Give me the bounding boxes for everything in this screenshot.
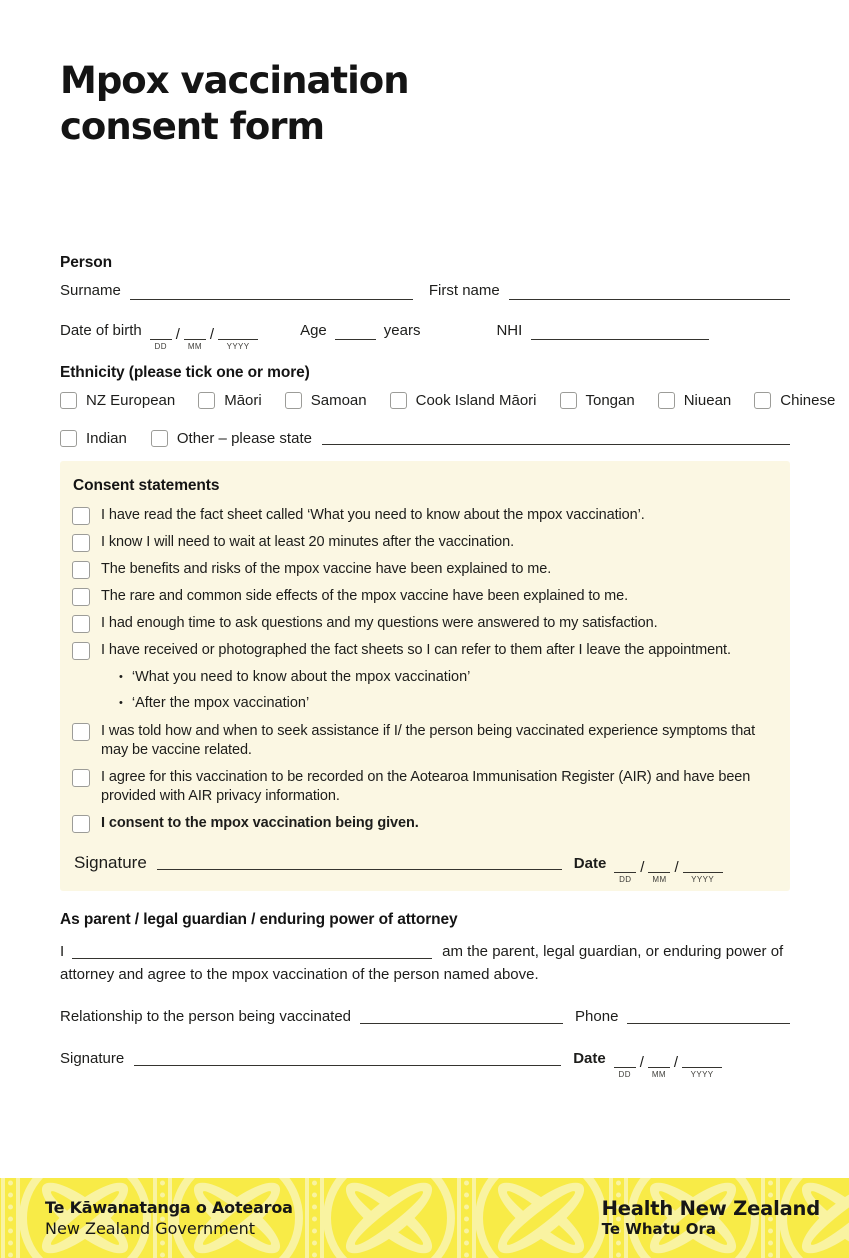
consent-statement-row: [72, 533, 774, 552]
mm-label: MM: [651, 1070, 666, 1079]
govt-logo-line2: New Zealand Government: [45, 1219, 256, 1238]
guardian-date-day-line[interactable]: [614, 1056, 636, 1079]
ethnicity-label: Indian: [86, 430, 127, 447]
checkbox-indian[interactable]: [60, 430, 77, 447]
consent-statements-box: [60, 461, 790, 891]
consent-sub-bullet-text: ‘What you need to know about the mpox vaccination’: [131, 669, 471, 685]
consent-section-heading: Consent statements: [73, 477, 220, 494]
dob-year-line[interactable]: [218, 328, 258, 351]
consent-signature-field-line[interactable]: [157, 856, 562, 870]
guardian-statement-part1: am the parent, legal guardian, or enduring power of: [442, 943, 784, 960]
ethnicity-option-nz-european: [60, 392, 175, 409]
date-slash: /: [209, 326, 215, 343]
footer-banner: [0, 1178, 849, 1258]
consent-checkbox-8[interactable]: [72, 769, 90, 787]
consent-sub-bullet: [119, 668, 774, 687]
page-title-line1: Mpox vaccination: [60, 59, 409, 102]
ethnicity-option-chinese: [754, 392, 835, 409]
consent-statement-row: [72, 614, 774, 633]
guardian-name-field-line[interactable]: [72, 945, 432, 959]
guardian-date-month-line[interactable]: [648, 1056, 670, 1079]
nz-government-logo: [45, 1197, 293, 1239]
checkbox-maori[interactable]: [198, 392, 215, 409]
checkbox-samoan[interactable]: [285, 392, 302, 409]
consent-statement-text: The rare and common side effects of the mpox vaccine have been explained to me.: [101, 588, 629, 604]
ethnicity-option-indian: [60, 430, 127, 447]
checkbox-nz-european[interactable]: [60, 392, 77, 409]
yyyy-label: YYYY: [691, 875, 715, 884]
consent-checkbox-6[interactable]: [72, 642, 90, 660]
ethnicity-label: Cook Island Māori: [415, 392, 537, 409]
date-slash: /: [673, 1054, 679, 1071]
dob-month-line[interactable]: [184, 328, 206, 351]
footer-text-overlay: [0, 1178, 849, 1258]
dob-day-line[interactable]: [150, 328, 172, 351]
ethnicity-option-other: [151, 430, 312, 447]
age-field-line[interactable]: [335, 326, 376, 340]
date-label: Date: [573, 855, 607, 872]
guardian-date-label: Date: [573, 1050, 606, 1067]
date-slash: /: [175, 326, 180, 343]
ethnicity-option-maori: [198, 392, 262, 409]
nhi-label: NHI: [496, 322, 523, 339]
health-nz-logo: [602, 1197, 820, 1239]
age-years-suffix: years: [383, 322, 421, 339]
consent-statement-text: I have read the fact sheet called ‘What you need to know about the mpox vaccination’.: [101, 507, 645, 523]
consent-statement-text: I was told how and when to seek assistance if I/ the person being vaccinated experience symptoms that may be vaccine related.: [101, 723, 756, 758]
other-ethnicity-field-line[interactable]: [322, 431, 790, 445]
checkbox-niuean[interactable]: [658, 392, 675, 409]
bullet-icon: •: [119, 697, 123, 709]
mm-label: MM: [652, 875, 667, 884]
ethnicity-option-cook-island-maori: [390, 392, 537, 409]
guardian-signature-field-line[interactable]: [134, 1052, 561, 1066]
ethnicity-options-row2: [60, 430, 790, 447]
phone-label: Phone: [575, 1008, 619, 1025]
date-slash: /: [640, 859, 645, 876]
checkbox-tongan[interactable]: [560, 392, 577, 409]
checkbox-other[interactable]: [151, 430, 168, 447]
dob-row: [60, 322, 790, 351]
yyyy-label: YYYY: [690, 1070, 714, 1079]
form-page: [0, 58, 849, 1079]
ethnicity-option-tongan: [560, 392, 635, 409]
consent-checkbox-2[interactable]: [72, 534, 90, 552]
guardian-date-year-line[interactable]: [682, 1056, 722, 1079]
date-of-birth-label: Date of birth: [60, 322, 142, 339]
checkbox-cook-island-maori[interactable]: [390, 392, 407, 409]
ethnicity-label: Other – please state: [176, 430, 312, 447]
age-label: Age: [300, 322, 327, 339]
consent-statement-row: [72, 722, 774, 760]
consent-date-year-line[interactable]: [683, 861, 723, 884]
first-name-label: First name: [428, 282, 500, 299]
dob-mm-label: MM: [187, 342, 202, 351]
consent-statement-text: I agree for this vaccination to be recorded on the Aotearoa Immunisation Register (AIR) and have been provided with AIR privacy information.: [101, 769, 751, 804]
dob-yyyy-label: YYYY: [226, 342, 250, 351]
nhi-field-line[interactable]: [531, 326, 709, 340]
guardian-signature-row: [60, 1050, 790, 1079]
ethnicity-label: Tongan: [585, 392, 635, 409]
consent-checkbox-5[interactable]: [72, 615, 90, 633]
consent-date-day-line[interactable]: [614, 861, 636, 884]
checkbox-chinese[interactable]: [754, 392, 771, 409]
guardian-i-label: I: [60, 943, 65, 960]
page-title: [60, 58, 790, 150]
name-row: [60, 282, 790, 300]
consent-sub-bullet: [119, 694, 774, 713]
consent-statement-text: I know I will need to wait at least 20 minutes after the vaccination.: [101, 534, 515, 550]
consent-statement-text: I had enough time to ask questions and my questions were answered to my satisfaction.: [101, 615, 658, 631]
guardian-section-heading: As parent / legal guardian / enduring power of attorney: [60, 911, 458, 928]
health-nz-logo-line1: Health New Zealand: [601, 1197, 820, 1220]
page-title-line2: consent form: [60, 105, 325, 148]
relationship-field-line[interactable]: [360, 1010, 563, 1024]
dob-dd-label: DD: [154, 342, 167, 351]
ethnicity-label: Māori: [224, 392, 262, 409]
date-slash: /: [674, 859, 679, 876]
consent-sub-bullet-text: ‘After the mpox vaccination’: [131, 695, 310, 711]
ethnicity-section-heading: Ethnicity (please tick one or more): [60, 364, 310, 381]
ethnicity-option-niuean: [658, 392, 732, 409]
dd-label: DD: [619, 875, 632, 884]
guardian-date-field[interactable]: [614, 1054, 722, 1079]
ethnicity-label: Samoan: [310, 392, 367, 409]
surname-label: Surname: [60, 282, 121, 299]
dob-date-field[interactable]: [150, 326, 258, 351]
first-name-field-line[interactable]: [509, 286, 790, 300]
surname-field-line[interactable]: [130, 286, 413, 300]
consent-statement-text: I have received or photographed the fact sheets so I can refer to them after I leave the appointment.: [101, 642, 731, 658]
consent-statement-row: [72, 560, 774, 579]
consent-statement-list: [72, 506, 774, 833]
consent-statement-row: [72, 587, 774, 606]
consent-checkbox-9[interactable]: [72, 815, 90, 833]
bullet-icon: •: [119, 671, 123, 683]
consent-final-statement-text: I consent to the mpox vaccination being given.: [101, 815, 419, 831]
consent-checkbox-1[interactable]: [72, 507, 90, 525]
consent-checkbox-7[interactable]: [72, 723, 90, 741]
consent-statement-row: [72, 641, 774, 660]
health-nz-logo-line2: Te Whatu Ora: [601, 1220, 716, 1238]
dd-label: DD: [618, 1070, 631, 1079]
relationship-label: Relationship to the person being vaccinated: [60, 1008, 352, 1025]
consent-statement-row: [72, 768, 774, 806]
consent-signature-row: [72, 853, 774, 884]
consent-checkbox-4[interactable]: [72, 588, 90, 606]
person-section-heading: Person: [60, 254, 112, 271]
date-slash: /: [639, 1054, 644, 1071]
ethnicity-label: Chinese: [780, 392, 836, 409]
consent-statement-text: The benefits and risks of the mpox vaccine have been explained to me.: [101, 561, 552, 577]
phone-field-line[interactable]: [627, 1010, 790, 1024]
consent-date-field[interactable]: [614, 859, 722, 884]
consent-statement-row: [72, 506, 774, 525]
ethnicity-option-samoan: [285, 392, 367, 409]
ethnicity-options-row1: [60, 392, 836, 409]
consent-checkbox-3[interactable]: [72, 561, 90, 579]
relationship-row: [60, 1008, 790, 1026]
consent-statement-row: [72, 814, 774, 833]
guardian-signature-label: Signature: [60, 1050, 125, 1067]
guardian-name-row: [60, 943, 790, 961]
guardian-statement-part2: attorney and agree to the mpox vaccination of the person named above.: [60, 966, 539, 983]
ethnicity-label: Niuean: [683, 392, 732, 409]
ethnicity-label: NZ European: [86, 392, 176, 409]
govt-logo-line1: Te Kāwanatanga o Aotearoa: [45, 1198, 293, 1217]
signature-label: Signature: [74, 853, 147, 872]
consent-date-month-line[interactable]: [648, 861, 670, 884]
